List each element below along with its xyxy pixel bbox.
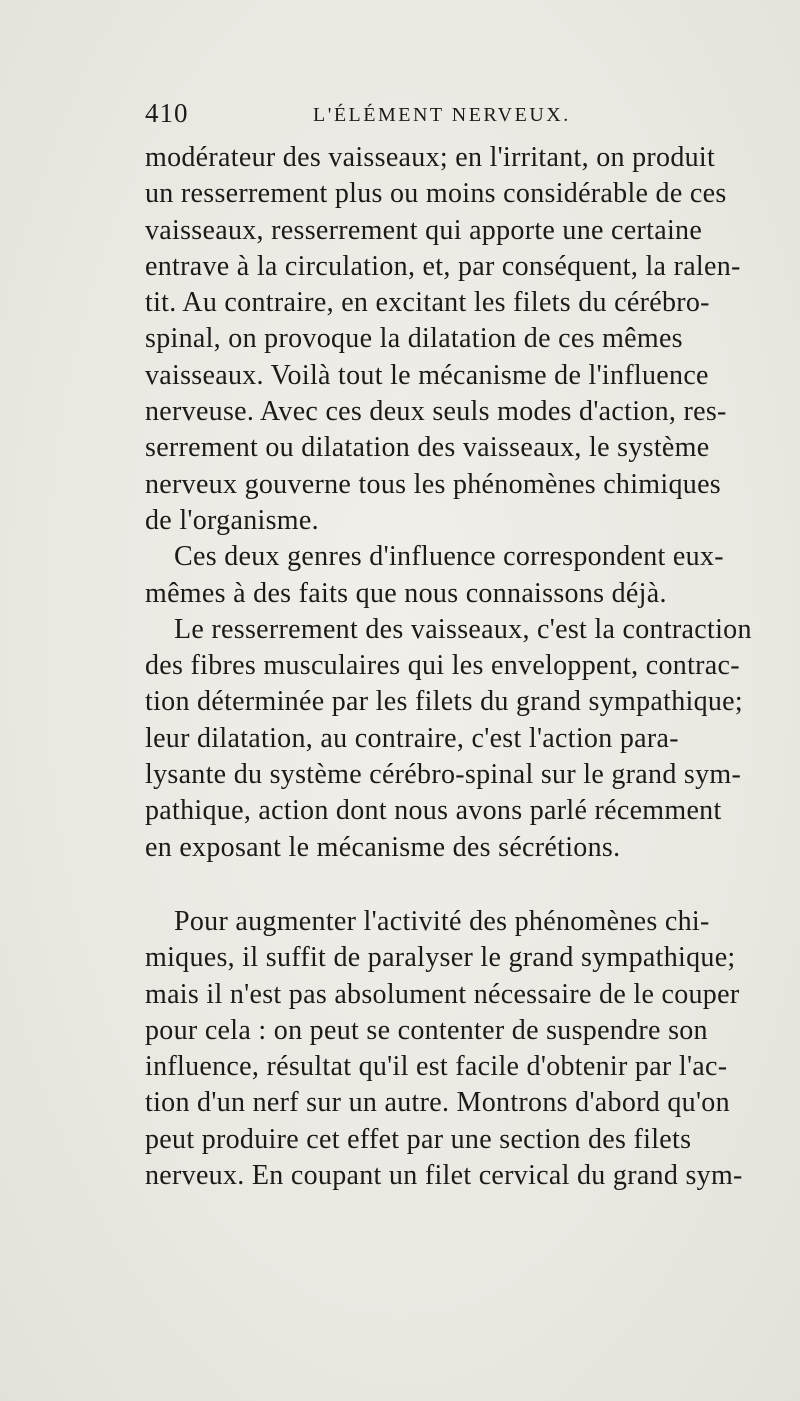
- text-line: peut produire cet effet par une section des filets: [145, 1123, 692, 1155]
- paragraph-4: [145, 904, 743, 1194]
- text-line: nerveuse. Avec ces deux seuls modes d'action, res-: [145, 396, 727, 428]
- text-line: tit. Au contraire, en excitant les filets du cérébro-: [145, 287, 710, 319]
- page-number: 410: [145, 98, 189, 128]
- text-line: spinal, on provoque la dilatation de ces mêmes: [145, 323, 683, 355]
- paragraph-2: [145, 539, 724, 612]
- paragraph-1: [145, 140, 741, 539]
- text-line: des fibres musculaires qui les enveloppent, contrac-: [145, 650, 740, 682]
- text-line: nerveux gouverne tous les phénomènes chimiques: [145, 468, 721, 500]
- text-line: vaisseaux. Voilà tout le mécanisme de l'influence: [145, 359, 709, 391]
- text-line: Ces deux genres d'influence correspondent eux-: [174, 541, 724, 573]
- text-line: en exposant le mécanisme des sécrétions.: [145, 831, 621, 863]
- text-line: Le resserrement des vaisseaux, c'est la contraction: [174, 613, 752, 645]
- text-line: pathique, action dont nous avons parlé récemment: [145, 795, 722, 827]
- text-line: tion d'un nerf sur un autre. Montrons d'abord qu'on: [145, 1087, 730, 1119]
- body-text: [145, 140, 752, 1194]
- text-line: de l'organisme.: [145, 504, 319, 536]
- paragraph-gap: [145, 866, 667, 904]
- running-head: [145, 98, 665, 132]
- text-line: pour cela : on peut se contenter de suspendre son: [145, 1014, 708, 1046]
- text-line: serrement ou dilatation des vaisseaux, le système: [145, 432, 710, 464]
- text-line: tion déterminée par les filets du grand sympathique;: [145, 686, 743, 718]
- text-line: mais il n'est pas absolument nécessaire de le couper: [145, 978, 740, 1010]
- text-line: un resserrement plus ou moins considérable de ces: [145, 178, 727, 210]
- running-title: L'ÉLÉMENT NERVEUX.: [313, 104, 571, 126]
- text-line: entrave à la circulation, et, par conséquent, la ralen-: [145, 250, 741, 282]
- text-line: lysante du système cérébro-spinal sur le grand sym-: [145, 759, 742, 791]
- text-line: influence, résultat qu'il est facile d'obtenir par l'ac-: [145, 1051, 728, 1083]
- text-line: miques, il suffit de paralyser le grand sympathique;: [145, 942, 736, 974]
- text-line: leur dilatation, au contraire, c'est l'action para-: [145, 722, 679, 754]
- text-line: nerveux. En coupant un filet cervical du grand sym-: [145, 1160, 743, 1192]
- text-line: mêmes à des faits que nous connaissons déjà.: [145, 577, 667, 609]
- text-line: vaisseaux, resserrement qui apporte une certaine: [145, 214, 703, 246]
- text-line: modérateur des vaisseaux; en l'irritant, on produit: [145, 142, 716, 173]
- paragraph-3: [145, 612, 752, 866]
- text-line: Pour augmenter l'activité des phénomènes chi-: [174, 905, 710, 937]
